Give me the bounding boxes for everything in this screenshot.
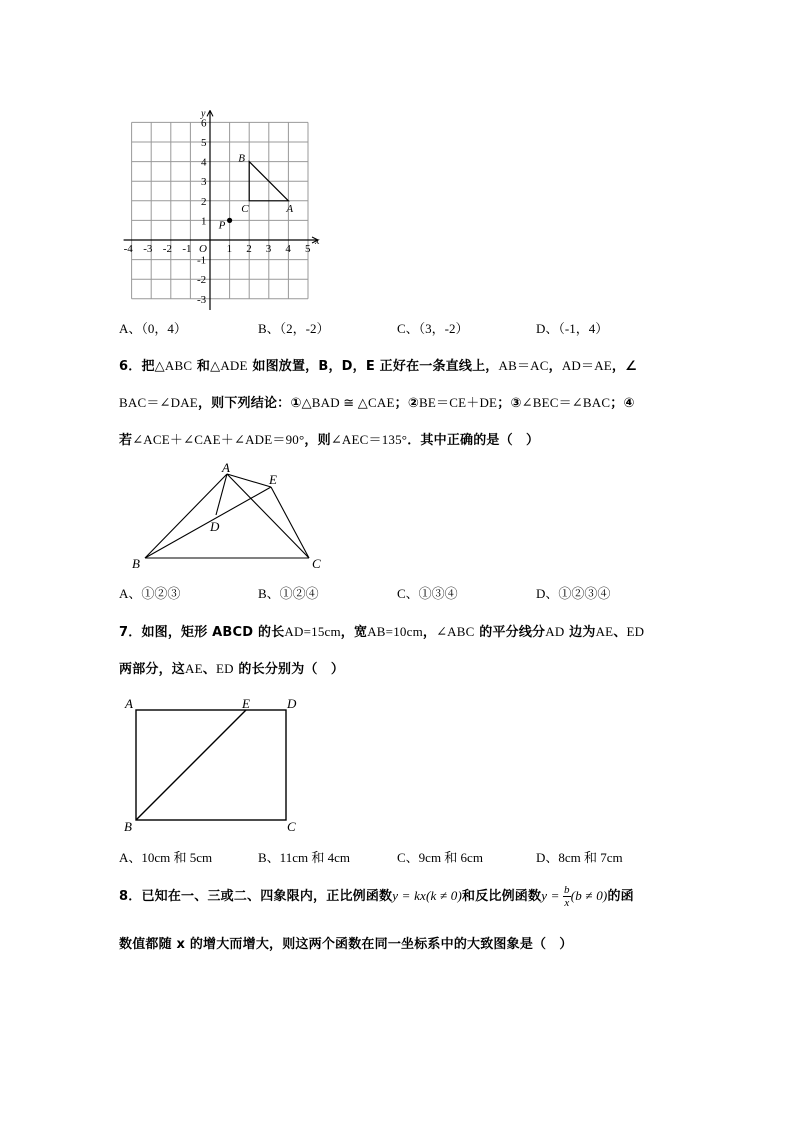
segment-ab [145,474,227,558]
q7-option-d[interactable] [536,847,623,866]
q6-option-b[interactable] [258,583,319,602]
y-tick-label: 2 [201,195,207,208]
y-axis-label: y [201,108,206,120]
q6-option-d-text: ①②③④ [558,586,611,601]
q6-l1-m2: △ADE [210,358,248,373]
q6-l1-m1: △ABC [154,358,193,373]
segment-ec [271,487,309,558]
q8-frac-den: x [564,897,570,909]
q8-stem-line-1 [119,884,634,909]
triangle-abc [218,153,294,232]
y-tick-label: -3 [197,293,207,306]
q5-option-a-letter: A、 [119,321,142,336]
q7-option-c-text: 9cm 和 6cm [418,850,483,865]
q6-l3-p2: ，则 [304,433,331,448]
q6-l2-p4: ；④ [610,396,635,411]
q6-label-a: A [222,460,230,475]
bisector-be [136,710,246,820]
origin-label: O [199,243,207,255]
y-tick-label: 5 [201,137,207,149]
q7-option-b[interactable] [258,847,350,866]
q6-option-c-text: ①③④ [418,586,458,601]
q6-option-b-letter: B、 [258,586,280,601]
q6-l1-m4: AD＝AE [561,358,612,373]
q5-option-a-text: （0，4） [141,321,187,336]
q6-l1-p1: 6．把 [119,359,155,374]
q7-l1-p4: 的平分线分 [474,625,546,640]
q6-option-c-letter: C、 [397,586,419,601]
q6-l2-m4: ∠BEC＝∠BAC [521,395,611,410]
q7-option-a[interactable] [119,847,212,866]
q6-option-d[interactable] [536,583,610,602]
x-tick-label: -2 [162,243,172,255]
q6-l2-m2: △BAD ≅ △CAE [301,395,395,410]
y-tick-label: -2 [197,274,207,287]
q7-l1-m5: AE [595,624,614,639]
q8-l2-p1: 数值都随 x 的增大而增大，则这两个函数在同一坐标系中的大致图象是（ ） [119,937,573,952]
q7-option-b-text: 11cm 和 4cm [279,850,350,865]
q7-label-b: B [124,819,132,834]
q6-option-a-letter: A、 [119,586,142,601]
q6-l2-p2: ；② [394,396,420,411]
q6-l1-m3: AB＝AC [498,358,549,373]
x-tick-label: -3 [143,243,153,255]
q5-option-c-letter: C、 [397,321,419,336]
x-tick-label: 5 [305,243,311,255]
q7-stem-line-1 [119,621,644,640]
q5-coordinate-grid [110,90,330,310]
y-tick-label: -1 [197,254,207,267]
q7-label-c: C [287,819,296,834]
q5-option-c-text: （3，-2） [418,321,469,336]
q5-option-a[interactable] [119,318,187,337]
q7-l1-m6: ED [626,624,645,639]
q5-option-d[interactable] [536,318,608,337]
q7-l1-p2: ，宽 [340,625,368,640]
q7-l1-m3: ∠ABC [436,624,475,639]
q6-label-c: C [312,556,321,571]
q7-l1-m1: AD=15cm [284,624,341,639]
q7-l1-m2: AB=10cm [367,624,423,639]
q6-l1-p2: 和 [192,359,211,374]
q6-l1-p5: ，∠ [611,359,637,374]
q7-l2-p2: 、 [202,662,216,677]
q7-option-a-text: 10cm 和 5cm [141,850,213,865]
q7-rectangle-figure [118,692,310,838]
q7-label-e: E [242,696,250,711]
q7-l2-m2: ED [215,661,234,676]
x-tick-label: 1 [226,243,233,255]
q6-label-b: B [132,556,140,571]
q6-l3-m1: ∠ACE＋∠CAE＋∠ADE＝90° [132,432,305,447]
q5-option-b[interactable] [258,318,330,337]
q6-l2-m3: BE＝CE＋DE [419,395,498,410]
q6-option-a[interactable] [119,583,180,602]
q6-stem-line-1 [119,355,637,374]
q8-l1-p1: 8．已知在一、三或二、四象限内，正比例函数 [119,889,393,904]
q7-l1-m4: AD [545,624,565,639]
point-label-p: P [218,219,226,232]
point-label-b: B [238,152,245,165]
y-tick-label: 4 [201,156,207,169]
q6-triangle-figure [125,456,335,574]
q6-l2-p3: ；③ [497,396,522,411]
q8-l1-m2b: (b ≠ 0) [570,888,608,903]
q6-stem-line-2 [119,392,635,411]
x-tick-label: -1 [182,243,192,255]
q7-l2-p1: 两部分，这 [119,662,186,677]
x-tick-label: 3 [265,243,272,255]
q7-l1-p3: ， [422,625,437,640]
q6-option-c[interactable] [397,583,458,602]
y-tick-label: 3 [201,176,207,189]
q6-option-b-text: ①②④ [279,586,319,601]
q8-stem-line-2 [119,933,573,952]
q8-l1-p3: 的函 [607,889,634,904]
point-label-a: A [286,202,294,215]
q7-option-a-letter: A、 [119,850,142,865]
q5-option-b-text: （2，-2） [279,321,330,336]
q7-l2-m1: AE [185,661,203,676]
x-axis-label: x [315,236,320,247]
q5-option-d-letter: D、 [536,321,559,336]
q7-l1-p6: 、 [613,625,627,640]
q7-option-d-letter: D、 [536,850,559,865]
q7-option-b-letter: B、 [258,850,280,865]
tick-labels [124,117,311,305]
y-tick-label: 6 [201,117,207,130]
q7-option-d-text: 8cm 和 7cm [558,850,623,865]
q5-option-b-letter: B、 [258,321,280,336]
q6-stem-line-3 [119,429,539,448]
q6-label-d: D [210,519,220,534]
q6-l3-m2: ∠AEC＝135° [330,432,408,447]
q8-l1-m1: y = kx(k ≠ 0) [392,888,462,903]
point-p-dot [227,218,232,223]
q6-l3-p1: 若 [119,433,133,448]
x-tick-label: 4 [285,243,291,255]
q7-label-d: D [287,696,297,711]
q6-l2-p1: ，则下列结论：① [197,396,302,411]
q8-l1-m2a: y = [541,888,564,903]
q6-l3-p3: ．其中正确的是（ ） [407,433,540,448]
segment-be [145,487,271,558]
q8-l1-p2: 和反比例函数 [462,889,542,904]
grid-lines [132,122,308,298]
q5-option-c[interactable] [397,318,469,337]
x-tick-label: 2 [246,243,252,255]
y-tick-label: 1 [201,215,207,228]
rectangle-abcd [136,710,286,820]
q5-option-d-text: （-1，4） [558,321,609,336]
q7-l2-p3: 的长分别为（ ） [233,662,345,677]
point-label-c: C [241,202,249,215]
q7-label-a: A [125,696,133,711]
q8-fraction-b-over-x [563,884,571,909]
q6-option-d-letter: D、 [536,586,559,601]
q6-l2-m1: BAC＝∠DAE [119,395,198,410]
q6-l1-p4: ， [548,359,562,374]
q6-option-a-text: ①②③ [141,586,181,601]
q7-stem-line-2 [119,658,344,677]
q6-l1-p3: 如图放置，B，D，E 正好在一条直线上， [247,359,499,374]
x-tick-label: -4 [123,243,133,255]
q7-l1-p1: 7．如图，矩形 ABCD 的长 [119,625,285,640]
q8-frac-num: b [564,884,570,896]
q7-option-c-letter: C、 [397,850,419,865]
q7-option-c[interactable] [397,847,483,866]
q7-l1-p5: 边为 [564,625,596,640]
q6-label-e: E [269,472,277,487]
